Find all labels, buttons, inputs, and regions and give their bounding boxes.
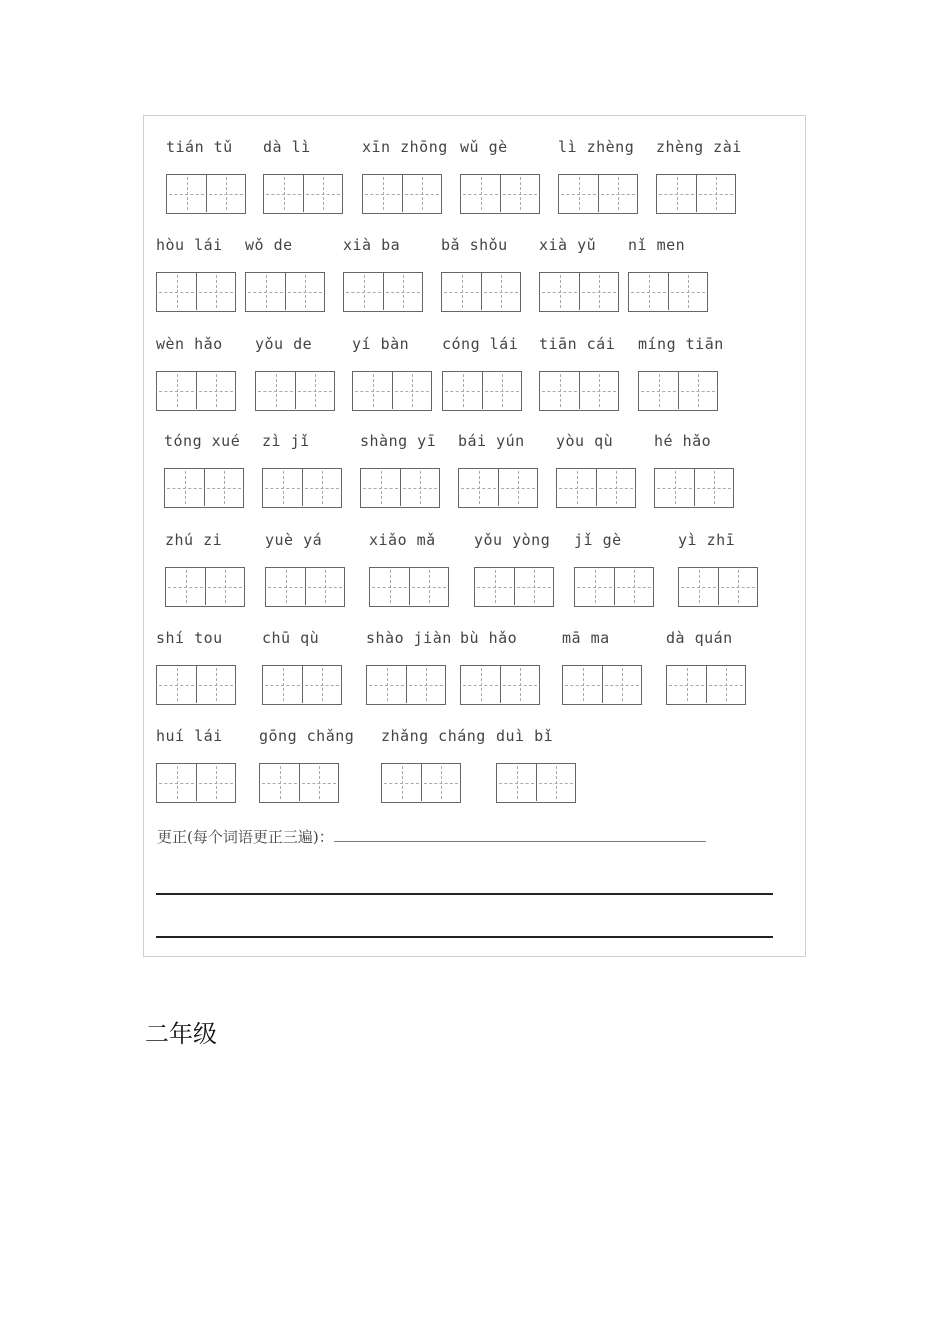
correction-prompt (157, 826, 706, 847)
character-cell[interactable] (353, 372, 392, 409)
character-cell[interactable] (196, 372, 235, 409)
character-cell[interactable] (657, 175, 696, 212)
pinyin-label: jǐ gè (574, 531, 622, 549)
pinyin-label: yǒu de (255, 335, 313, 353)
word-row (144, 727, 805, 817)
tianzige-box (556, 468, 636, 508)
tianzige-box (156, 763, 236, 803)
character-cell[interactable] (383, 273, 422, 310)
tianzige-box (366, 665, 446, 705)
character-cell[interactable] (694, 469, 733, 506)
character-cell[interactable] (575, 568, 614, 605)
character-cell[interactable] (266, 568, 305, 605)
pinyin-label: yí bàn (352, 335, 410, 353)
character-cell[interactable] (536, 764, 575, 801)
pinyin-label: mā ma (562, 629, 610, 647)
character-cell[interactable] (295, 372, 334, 409)
character-cell[interactable] (302, 666, 341, 703)
character-cell[interactable] (602, 666, 641, 703)
character-cell[interactable] (500, 175, 539, 212)
character-cell[interactable] (678, 372, 717, 409)
tianzige-box (255, 371, 335, 411)
pinyin-label: bù hǎo (460, 629, 518, 647)
pinyin-label: zì jǐ (262, 432, 310, 450)
word-row (144, 531, 805, 621)
tianzige-box (442, 371, 522, 411)
character-cell[interactable] (461, 666, 500, 703)
character-cell[interactable] (514, 568, 553, 605)
tianzige-box (656, 174, 736, 214)
word-row (144, 138, 805, 228)
correction-label: 更正(每个词语更正三遍)： (157, 828, 334, 846)
pinyin-label: yì zhī (678, 531, 736, 549)
character-cell[interactable] (370, 568, 409, 605)
tianzige-box (166, 174, 246, 214)
tianzige-box (262, 468, 342, 508)
correction-answer-line[interactable] (334, 831, 706, 842)
tianzige-box (562, 665, 642, 705)
pinyin-label: zhǎng cháng (381, 727, 486, 745)
character-cell[interactable] (299, 764, 338, 801)
tianzige-box (381, 763, 461, 803)
character-cell[interactable] (639, 372, 678, 409)
character-cell[interactable] (263, 469, 302, 506)
tianzige-box (666, 665, 746, 705)
tianzige-box (678, 567, 758, 607)
tianzige-box (441, 272, 521, 312)
character-cell[interactable] (204, 469, 243, 506)
character-cell[interactable] (206, 175, 245, 212)
tianzige-box (352, 371, 432, 411)
pinyin-label: hé hǎo (654, 432, 712, 450)
pinyin-label: zhèng zài (656, 138, 742, 156)
character-cell[interactable] (196, 666, 235, 703)
character-cell[interactable] (196, 273, 235, 310)
character-cell[interactable] (540, 372, 579, 409)
character-cell[interactable] (157, 372, 196, 409)
pinyin-label: wèn hǎo (156, 335, 223, 353)
writing-line-2[interactable] (156, 936, 773, 938)
section-title: 二年级 (145, 1020, 217, 1048)
character-cell[interactable] (264, 175, 303, 212)
tianzige-box (362, 174, 442, 214)
character-cell[interactable] (205, 568, 244, 605)
pinyin-label: duì bǐ (496, 727, 554, 745)
pinyin-label: yuè yá (265, 531, 323, 549)
character-cell[interactable] (196, 764, 235, 801)
character-cell[interactable] (443, 372, 482, 409)
character-cell[interactable] (598, 175, 637, 212)
character-cell[interactable] (442, 273, 481, 310)
word-row (144, 629, 805, 719)
writing-line-1[interactable] (156, 893, 773, 895)
tianzige-box (262, 665, 342, 705)
tianzige-box (474, 567, 554, 607)
tianzige-box (460, 174, 540, 214)
pinyin-label: xīn zhōng (362, 138, 448, 156)
tianzige-box (265, 567, 345, 607)
character-cell[interactable] (246, 273, 285, 310)
pinyin-label: tián tǔ (166, 138, 233, 156)
character-cell[interactable] (305, 568, 344, 605)
character-cell[interactable] (498, 469, 537, 506)
word-row (144, 432, 805, 522)
pinyin-label: shàng yī (360, 432, 437, 450)
character-cell[interactable] (718, 568, 757, 605)
tianzige-box (369, 567, 449, 607)
character-cell[interactable] (557, 469, 596, 506)
tianzige-box (156, 665, 236, 705)
pinyin-label: zhú zi (165, 531, 223, 549)
pinyin-label: bái yún (458, 432, 525, 450)
tianzige-box (539, 272, 619, 312)
character-cell[interactable] (482, 372, 521, 409)
character-cell[interactable] (559, 175, 598, 212)
tianzige-box (638, 371, 718, 411)
character-cell[interactable] (614, 568, 653, 605)
pinyin-label: xiǎo mǎ (369, 531, 436, 549)
character-cell[interactable] (263, 666, 302, 703)
character-cell[interactable] (481, 273, 520, 310)
tianzige-box (460, 665, 540, 705)
character-cell[interactable] (157, 666, 196, 703)
character-cell[interactable] (668, 273, 707, 310)
character-cell[interactable] (629, 273, 668, 310)
pinyin-label: hòu lái (156, 236, 223, 254)
pinyin-label: wǒ de (245, 236, 293, 254)
character-cell[interactable] (382, 764, 421, 801)
character-cell[interactable] (166, 568, 205, 605)
tianzige-box (496, 763, 576, 803)
character-cell[interactable] (459, 469, 498, 506)
character-cell[interactable] (285, 273, 324, 310)
pinyin-label: lì zhèng (558, 138, 635, 156)
character-cell[interactable] (596, 469, 635, 506)
character-cell[interactable] (303, 175, 342, 212)
character-cell[interactable] (400, 469, 439, 506)
character-cell[interactable] (475, 568, 514, 605)
character-cell[interactable] (579, 273, 618, 310)
character-cell[interactable] (392, 372, 431, 409)
character-cell[interactable] (260, 764, 299, 801)
character-cell[interactable] (363, 175, 402, 212)
worksheet (143, 115, 806, 957)
pinyin-label: shào jiàn (366, 629, 452, 647)
pinyin-label: chū qù (262, 629, 320, 647)
pinyin-label: gōng chǎng (259, 727, 355, 745)
character-cell[interactable] (540, 273, 579, 310)
character-cell[interactable] (302, 469, 341, 506)
pinyin-label: tiān cái (539, 335, 616, 353)
word-row (144, 236, 805, 326)
tianzige-box (654, 468, 734, 508)
character-cell[interactable] (256, 372, 295, 409)
character-cell[interactable] (344, 273, 383, 310)
character-cell[interactable] (167, 175, 206, 212)
tianzige-box (574, 567, 654, 607)
pinyin-label: wǔ gè (460, 138, 508, 156)
tianzige-box (539, 371, 619, 411)
character-cell[interactable] (461, 175, 500, 212)
character-cell[interactable] (563, 666, 602, 703)
character-cell[interactable] (579, 372, 618, 409)
tianzige-box (628, 272, 708, 312)
tianzige-box (156, 371, 236, 411)
pinyin-label: míng tiān (638, 335, 724, 353)
tianzige-box (156, 272, 236, 312)
character-cell[interactable] (679, 568, 718, 605)
character-cell[interactable] (696, 175, 735, 212)
character-cell[interactable] (421, 764, 460, 801)
tianzige-box (263, 174, 343, 214)
pinyin-label: bǎ shǒu (441, 236, 508, 254)
pinyin-label: huí lái (156, 727, 223, 745)
tianzige-box (458, 468, 538, 508)
pinyin-label: cóng lái (442, 335, 519, 353)
character-cell[interactable] (361, 469, 400, 506)
character-cell[interactable] (655, 469, 694, 506)
character-cell[interactable] (406, 666, 445, 703)
character-cell[interactable] (409, 568, 448, 605)
pinyin-label: xià ba (343, 236, 401, 254)
pinyin-label: xià yǔ (539, 236, 597, 254)
tianzige-box (165, 567, 245, 607)
tianzige-box (259, 763, 339, 803)
character-cell[interactable] (165, 469, 204, 506)
character-cell[interactable] (157, 273, 196, 310)
tianzige-box (245, 272, 325, 312)
pinyin-label: nǐ men (628, 236, 686, 254)
character-cell[interactable] (367, 666, 406, 703)
character-cell[interactable] (500, 666, 539, 703)
character-cell[interactable] (706, 666, 745, 703)
character-cell[interactable] (157, 764, 196, 801)
character-cell[interactable] (667, 666, 706, 703)
pinyin-label: dà quán (666, 629, 733, 647)
pinyin-label: dà lì (263, 138, 311, 156)
word-row (144, 335, 805, 425)
character-cell[interactable] (402, 175, 441, 212)
tianzige-box (558, 174, 638, 214)
pinyin-label: yòu qù (556, 432, 614, 450)
tianzige-box (343, 272, 423, 312)
character-cell[interactable] (497, 764, 536, 801)
tianzige-box (360, 468, 440, 508)
pinyin-label: yǒu yòng (474, 531, 551, 549)
pinyin-label: tóng xué (164, 432, 241, 450)
tianzige-box (164, 468, 244, 508)
pinyin-label: shí tou (156, 629, 223, 647)
